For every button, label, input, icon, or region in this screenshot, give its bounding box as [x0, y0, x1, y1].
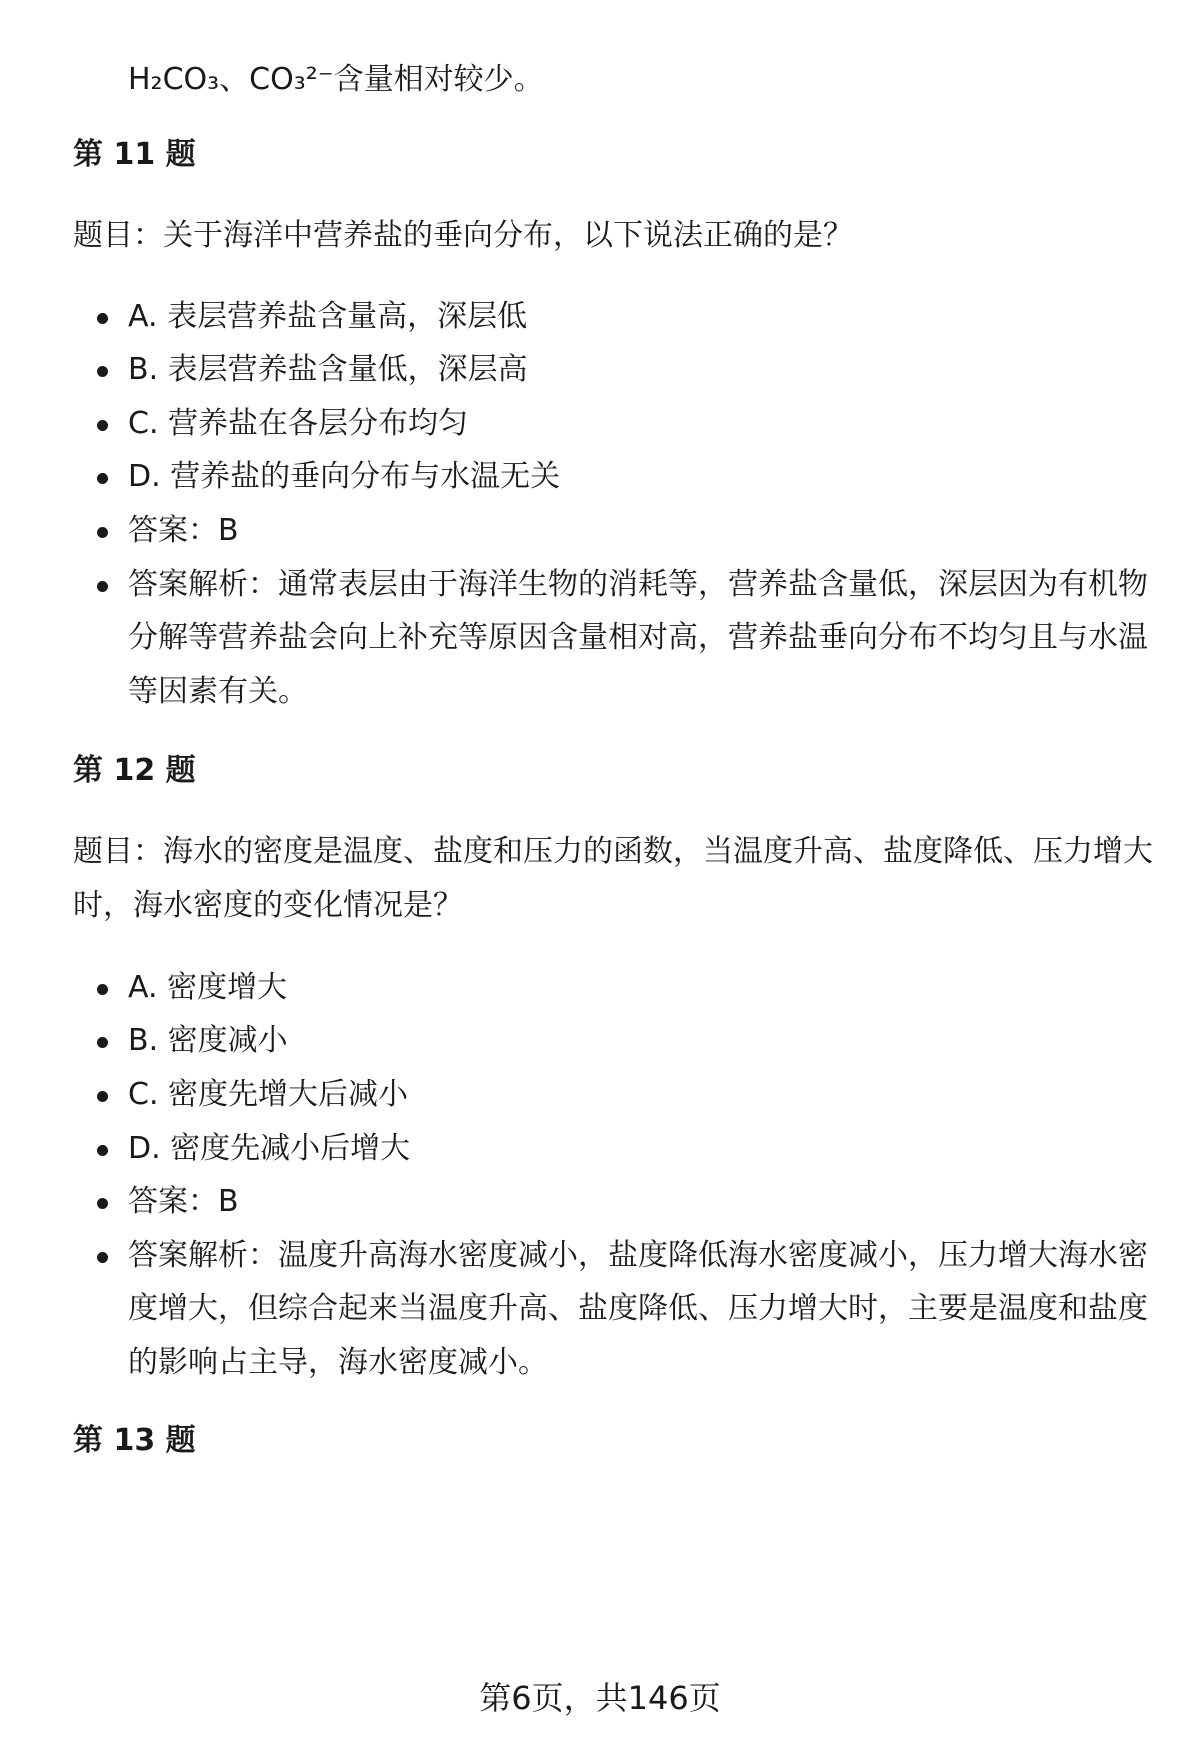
explanation-line: 的影响占主导，海水密度减小。: [128, 1345, 548, 1380]
bullet-icon: [97, 984, 108, 995]
question-text-line: 时，海水密度的变化情况是？: [73, 888, 463, 923]
option-text: C. 密度先增大后减小: [128, 1077, 409, 1112]
bullet-icon: [97, 366, 108, 377]
bullet-icon: [97, 1037, 108, 1048]
explanation-line: 分解等营养盐会向上补充等原因含量相对高，营养盐垂向分布不均匀且与水温: [128, 620, 1148, 655]
option-text: D. 密度先减小后增大: [128, 1131, 411, 1166]
bullet-icon: [97, 527, 108, 538]
bullet-icon: [97, 1198, 108, 1209]
question-text-line: 题目：海水的密度是温度、盐度和压力的函数，当温度升高、盐度降低、压力增大: [73, 834, 1153, 869]
bullet-icon: [97, 473, 108, 484]
explanation-line: 答案解析：温度升高海水密度减小，盐度降低海水密度减小，压力增大海水密: [128, 1238, 1148, 1273]
bullet-icon: [97, 581, 108, 592]
option-text: A. 密度增大: [128, 970, 288, 1005]
bullet-icon: [97, 420, 108, 431]
page-number: 第6页，共146页: [479, 1679, 721, 1717]
bullet-icon: [97, 1145, 108, 1156]
bullet-icon: [97, 1252, 108, 1263]
answer-text: 答案：B: [128, 1184, 239, 1219]
carryover-text: H₂CO₃、CO₃²⁻含量相对较少。: [128, 62, 544, 97]
option-text: A. 表层营养盐含量高，深层低: [128, 299, 528, 334]
option-text: B. 密度减小: [128, 1023, 288, 1058]
explanation-line: 度增大，但综合起来当温度升高、盐度降低、压力增大时，主要是温度和盐度: [128, 1291, 1148, 1326]
answer-text: 答案：B: [128, 513, 239, 548]
question-text: 题目：关于海洋中营养盐的垂向分布，以下说法正确的是？: [73, 218, 853, 253]
question-heading: 第 11 题: [73, 137, 196, 172]
bullet-icon: [97, 313, 108, 324]
explanation-line: 答案解析：通常表层由于海洋生物的消耗等，营养盐含量低，深层因为有机物: [128, 567, 1148, 602]
option-text: D. 营养盐的垂向分布与水温无关: [128, 459, 561, 494]
option-text: C. 营养盐在各层分布均匀: [128, 406, 469, 441]
explanation-line: 等因素有关。: [128, 674, 308, 709]
question-heading: 第 12 题: [73, 753, 196, 788]
bullet-icon: [97, 1091, 108, 1102]
option-text: B. 表层营养盐含量低，深层高: [128, 352, 528, 387]
question-heading: 第 13 题: [73, 1423, 196, 1458]
